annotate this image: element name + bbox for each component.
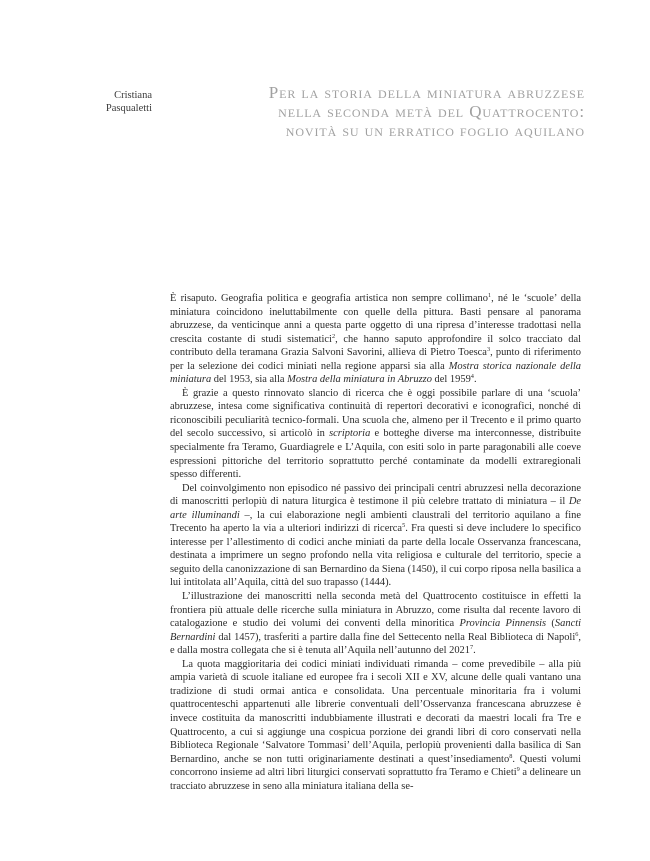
text-run: L’illustrazione dei manoscritti nella seconda metà del Quattrocento costituisce in effetti la frontiera più attuale delle ricerche sulla miniatura in Abruzzo, come risulta dal recente lavoro di catalogazione e studio dei volumi dei conventi della minoritica <box>170 591 581 630</box>
author-last-name: Pasqualetti <box>105 103 152 114</box>
text-run: , né le ‘scuole’ della miniatura coincidono ineluttabilmente con quelle della pittura. Basti pensare al panorama abruzzese, da venticinque anni a questa parte oggetto di una ripresa d’interesse tradottasi nella crescita costante di studi sistematici <box>170 293 582 345</box>
paragraph <box>170 658 581 793</box>
text-run: dal 1457), trasferiti a partire dalla fine del Settecento nella Real Biblioteca di Napoli <box>215 631 576 643</box>
italic-title: Sancti Bernardini <box>170 618 581 643</box>
text-run: del 1959 <box>431 374 471 386</box>
text-run: . Fra questi si deve includere lo specifico interesse per l’allestimento di codici anche miniati da parte della locale Osservanza francescana, destinata a imprimere un segno profondo nella vita religiosa e culturale del territorio, specie a seguito della canonizzazione di san Bernardino da Siena (1450), il cui corpo riposa nella basilica a lui intitolata all’Aquila, città del suo trapasso (1444). <box>170 523 581 589</box>
text-run: a delineare un tracciato abruzzese in seno alla miniatura italiana della se- <box>170 767 581 792</box>
text-run: È grazie a questo rinnovato slancio di ricerca che è oggi possibile parlare di una ‘scuola’ abruzzese, intesa come significativa continuità di repertori decorativi e iconografici, nonché di riconoscibili peculiarità tecnico-formali. Una scuola che, almeno per il Trecento e il primo quarto del secolo successivo, si articolò in <box>170 387 581 440</box>
italic-title: scriptoria <box>329 428 371 440</box>
title-line: Per la storia della miniatura abruzzese <box>268 83 585 102</box>
italic-title: Mostra storica nazionale della miniatura <box>170 360 581 386</box>
footnote-ref: 6 <box>575 630 579 638</box>
footnote-ref: 9 <box>516 766 520 774</box>
paragraph <box>170 482 581 590</box>
text-run: , che hanno saputo approfondire il solco tracciato dal contributo della teramana Grazia Salvoni Savorini, allieva di Pietro Toesca <box>170 333 582 359</box>
text-run: . <box>473 645 476 657</box>
paragraph <box>170 387 581 482</box>
footnote-ref: 3 <box>486 346 491 354</box>
footnote-ref: 1 <box>487 292 492 299</box>
paragraph <box>170 292 581 387</box>
footnote-ref: 7 <box>469 644 474 652</box>
text-run: . Questi volumi concorrono insieme ad altri libri liturgici conservati soprattutto fra Teramo e Chieti <box>170 753 581 779</box>
footnote-ref: 4 <box>470 373 474 381</box>
text-run: del 1953, sia alla <box>211 374 288 386</box>
text-run: ( <box>546 618 555 630</box>
italic-title: Provincia Pinnensis <box>459 618 547 630</box>
text-run: , e dalla mostra collegata che si è tenuta all’Aquila nell’autunno del 2021 <box>170 631 581 657</box>
title-line: nella seconda metà del Quattrocento: <box>278 102 585 121</box>
footnote-ref: 5 <box>402 522 406 530</box>
footnote-ref: 2 <box>331 332 336 340</box>
text-run: , punto di riferimento per la selezione dei codici miniati nella regione apparsi sia alla <box>170 347 582 372</box>
text-run: –, la cui elaborazione negli ambienti claustrali del territorio aquilano a fine Trecento ha aperto la via a ulteriori indirizzi di ricerca <box>170 509 582 535</box>
text-run: Del coinvolgimento non episodico né passivo dei principali centri abruzzesi nella decorazione di manoscritti perlopiù di natura liturgica è testimone il più celebre trattato di miniatura – il <box>170 482 581 508</box>
text-run: La quota maggioritaria dei codici miniati individuati rimanda – come prevedibile – alla più ampia varietà di scuole italiane ed europee fra i secoli XII e XV, alcune delle quali vantano una tradizione di studi ormai antica e consolidata. Una percentuale minoritaria fra i volumi quattrocenteschi appartenuti alle librerie conventuali dell’Osservanza francescana abruzzese è invece costituita da manoscritti indubbiamente illustrati e decorati da maestri locali fra Tre e Quattrocento, a cui si aggiunge una cospicua porzione dei grandi libri di coro conservati nella Biblioteca Regionale ‘Salvatore Tommasi’ dell’Aquila, perlopiù provenienti dalla basilica di San Bernardino, anche se non tutti originariamente destinati a quest’insediamento <box>170 658 581 765</box>
article-title <box>245 83 585 140</box>
body-text <box>170 292 581 793</box>
title-line: novità su un erratico foglio aquilano <box>285 121 585 140</box>
text-run: . <box>473 374 477 386</box>
italic-title: Mostra della miniatura in Abruzzo <box>287 374 432 386</box>
paragraph <box>170 590 581 658</box>
text-run: È risaputo. Geografia politica e geografia artistica non sempre collimano <box>170 293 488 304</box>
text-run: e botteghe diverse ma interconnesse, distribuite specialmente fra Teramo, Guardiagrele e L’Aquila, con esiti solo in parte paragonabili alle coeve espressioni pittoriche del territorio soprattutto perché contaminate da modelli extraregionali spesso differenti. <box>170 428 581 481</box>
italic-title: De arte illuminandi <box>170 496 581 521</box>
author-first-name: Cristiana <box>114 90 152 101</box>
author-name <box>86 89 152 115</box>
footnote-ref: 8 <box>509 752 513 760</box>
